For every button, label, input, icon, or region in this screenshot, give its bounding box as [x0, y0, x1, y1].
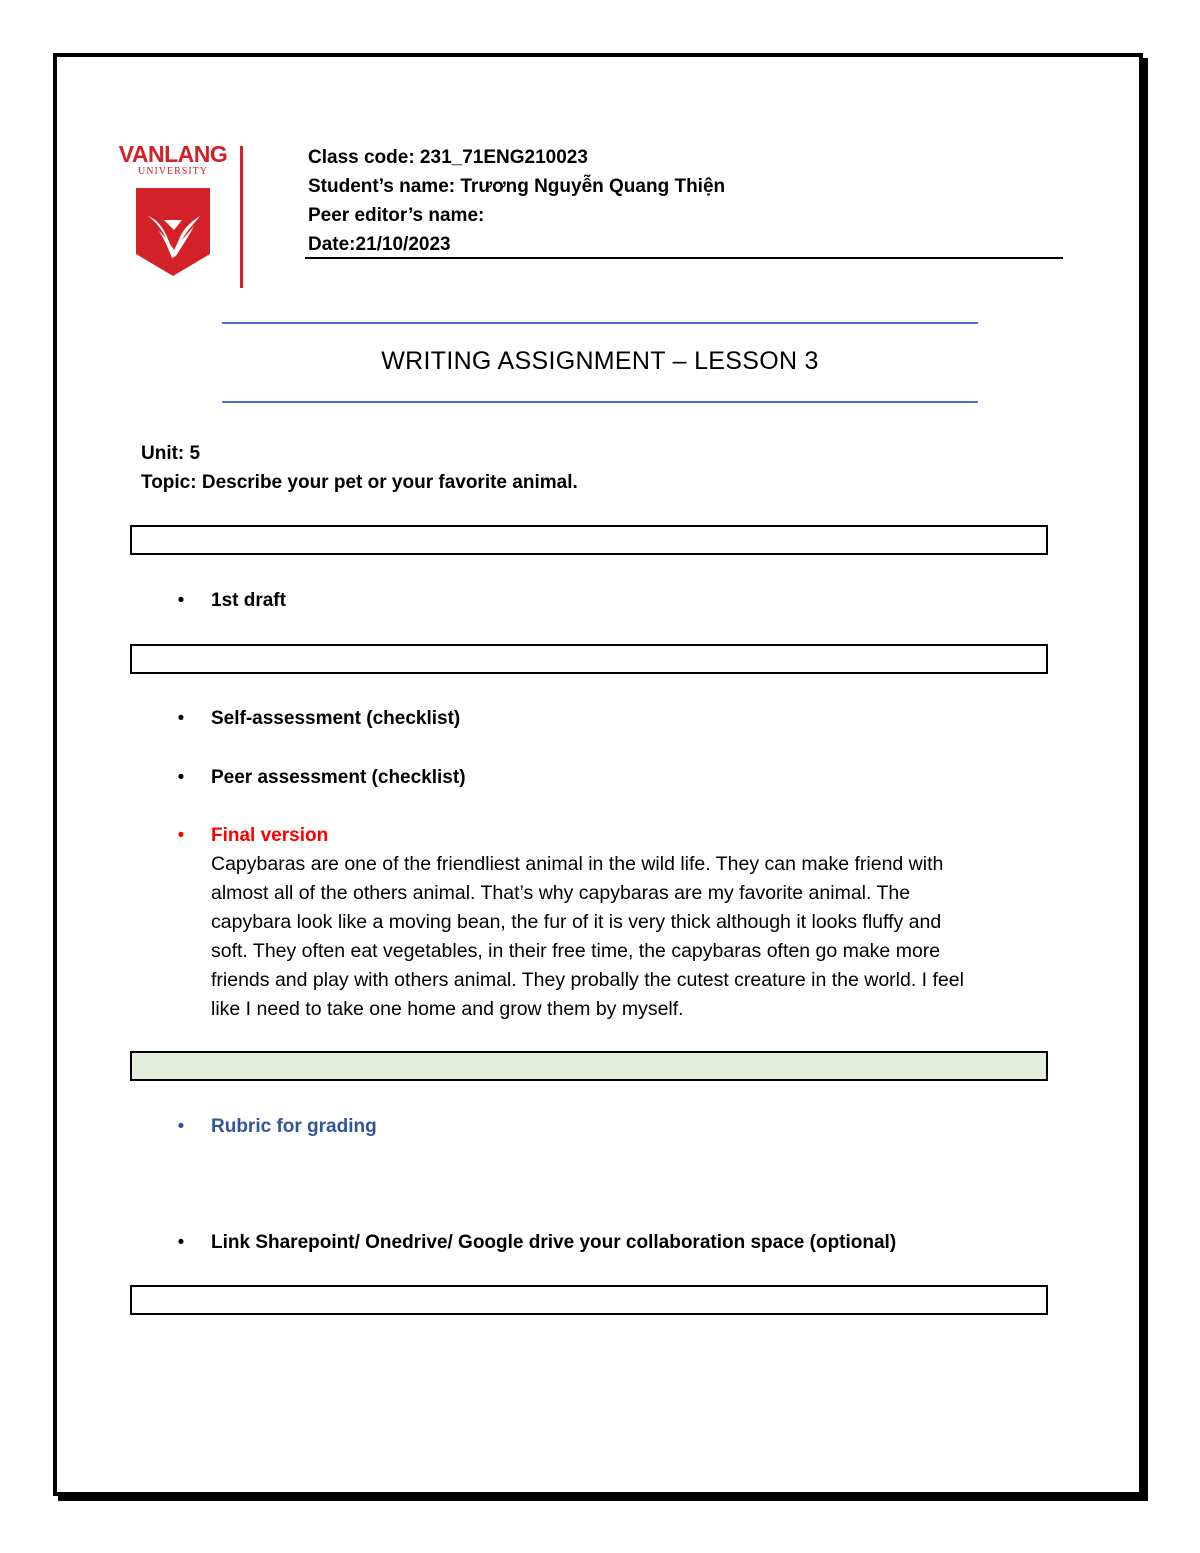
section-divider-box — [130, 644, 1048, 674]
first-draft-label: 1st draft — [211, 590, 286, 611]
essay-line: almost all of the others animal. That’s why capybaras are my favorite animal. The — [211, 882, 911, 904]
essay-line: like I need to take one home and grow them by myself. — [211, 998, 684, 1020]
essay-line: Capybaras are one of the friendliest animal in the wild life. They can make friend with — [211, 853, 944, 875]
header-info — [308, 143, 725, 259]
bullet-icon: • — [177, 1116, 185, 1137]
class-code: Class code: 231_71ENG210023 — [308, 147, 588, 168]
header-rule — [305, 257, 1063, 259]
bullet-icon: • — [177, 708, 185, 729]
self-assessment-label: Self-assessment (checklist) — [211, 708, 461, 729]
section-divider-box — [130, 525, 1048, 555]
essay-line: friends and play with others animal. They probally the cutest creature in the world. I feel — [211, 969, 964, 991]
unit: Unit: 5 — [141, 443, 201, 464]
topic: Topic: Describe your pet or your favorite animal. — [141, 472, 578, 493]
student-name: Student’s name: Trương Nguyễn Quang Thiện — [308, 176, 726, 197]
logo-divider — [240, 146, 243, 288]
rubric-label: Rubric for grading — [211, 1116, 377, 1137]
bullet-icon: • — [177, 767, 185, 788]
university-logo — [112, 142, 234, 177]
logo-subtitle: UNIVERSITY — [138, 166, 208, 177]
peer-editor-name: Peer editor’s name: — [308, 205, 485, 226]
link-input-box[interactable] — [130, 1285, 1048, 1315]
title-rule-top — [222, 322, 978, 324]
section-divider-box-highlighted — [130, 1051, 1048, 1081]
essay-line: capybara look like a moving bean, the fur of it is very thick although it looks fluffy and — [211, 911, 942, 933]
final-version-label: Final version — [211, 825, 329, 846]
bullet-icon: • — [177, 1232, 185, 1253]
bullet-icon: • — [177, 590, 185, 611]
link-label: Link Sharepoint/ Onedrive/ Google drive your collaboration space (optional) — [211, 1232, 897, 1253]
title-rule-bottom — [222, 401, 978, 403]
shield-icon — [134, 186, 212, 278]
logo-wordmark: VANLANG — [118, 141, 228, 167]
peer-assessment-label: Peer assessment (checklist) — [211, 767, 466, 788]
date: Date:21/10/2023 — [308, 234, 451, 255]
unit-block — [141, 439, 578, 497]
bullet-icon: • — [177, 825, 185, 846]
page-title: WRITING ASSIGNMENT – LESSON 3 — [381, 347, 819, 375]
essay-text — [211, 850, 1071, 1024]
essay-line: soft. They often eat vegetables, in their free time, the capybaras often go make more — [211, 940, 941, 962]
